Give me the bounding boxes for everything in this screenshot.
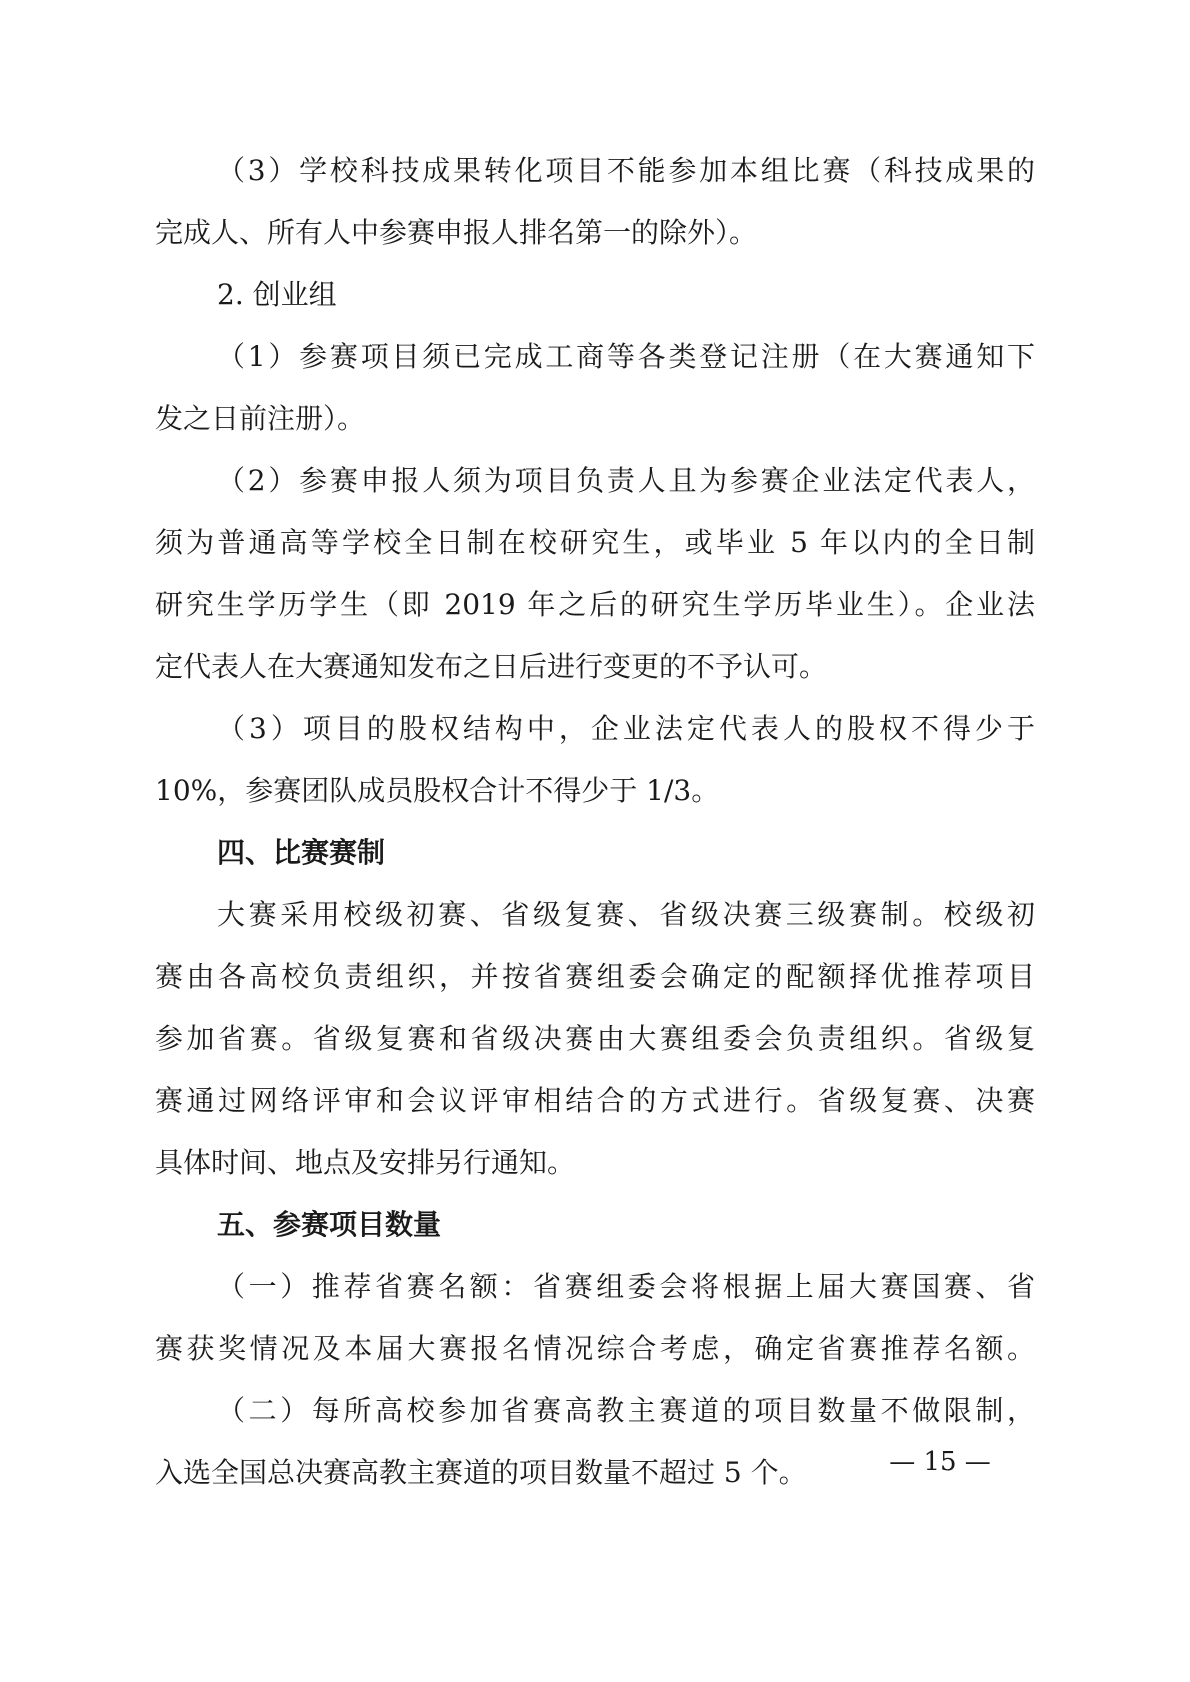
paragraph-line: （2）参赛申报人须为项目负责人且为参赛企业法定代表人， xyxy=(217,464,1035,497)
paragraph-line: （3）学校科技成果转化项目不能参加本组比赛（科技成果的 xyxy=(217,154,1035,187)
paragraph-line: （3）项目的股权结构中，企业法定代表人的股权不得少于 xyxy=(217,712,1035,745)
section-subheading: 2. 创业组 xyxy=(217,278,337,311)
paragraph-line: 赛由各高校负责组织，并按省赛组委会确定的配额择优推荐项目 xyxy=(155,960,1035,993)
paragraph-line: 大赛采用校级初赛、省级复赛、省级决赛三级赛制。校级初 xyxy=(217,898,1035,931)
paragraph-line: 具体时间、地点及安排另行通知。 xyxy=(155,1146,576,1179)
section-heading: 五、参赛项目数量 xyxy=(217,1208,442,1241)
paragraph-line: 定代表人在大赛通知发布之日后进行变更的不予认可。 xyxy=(155,650,828,683)
paragraph-line: （二）每所高校参加省赛高教主赛道的项目数量不做限制， xyxy=(217,1394,1035,1427)
page-number: — 15 — xyxy=(889,1447,991,1477)
paragraph-line: 赛获奖情况及本届大赛报名情况综合考虑，确定省赛推荐名额。 xyxy=(155,1332,1035,1365)
paragraph-line: 参加省赛。省级复赛和省级决赛由大赛组委会负责组织。省级复 xyxy=(155,1022,1035,1055)
paragraph-line: 发之日前注册）。 xyxy=(155,402,366,435)
paragraph-line: 赛通过网络评审和会议评审相结合的方式进行。省级复赛、决赛 xyxy=(155,1084,1035,1117)
section-heading: 四、比赛赛制 xyxy=(217,836,386,869)
paragraph-line: 须为普通高等学校全日制在校研究生，或毕业 5 年以内的全日制 xyxy=(155,526,1035,559)
document-body xyxy=(155,140,1035,1504)
paragraph-line: 10%，参赛团队成员股权合计不得少于 1/3。 xyxy=(155,774,720,807)
paragraph-line: 入选全国总决赛高教主赛道的项目数量不超过 5 个。 xyxy=(155,1456,807,1489)
paragraph-line: （1）参赛项目须已完成工商等各类登记注册（在大赛通知下 xyxy=(217,340,1035,373)
paragraph-line: 完成人、所有人中参赛申报人排名第一的除外）。 xyxy=(155,216,758,249)
paragraph-line: 研究生学历学生（即 2019 年之后的研究生学历毕业生）。企业法 xyxy=(155,588,1035,621)
paragraph-line: （一）推荐省赛名额：省赛组委会将根据上届大赛国赛、省 xyxy=(217,1270,1035,1303)
